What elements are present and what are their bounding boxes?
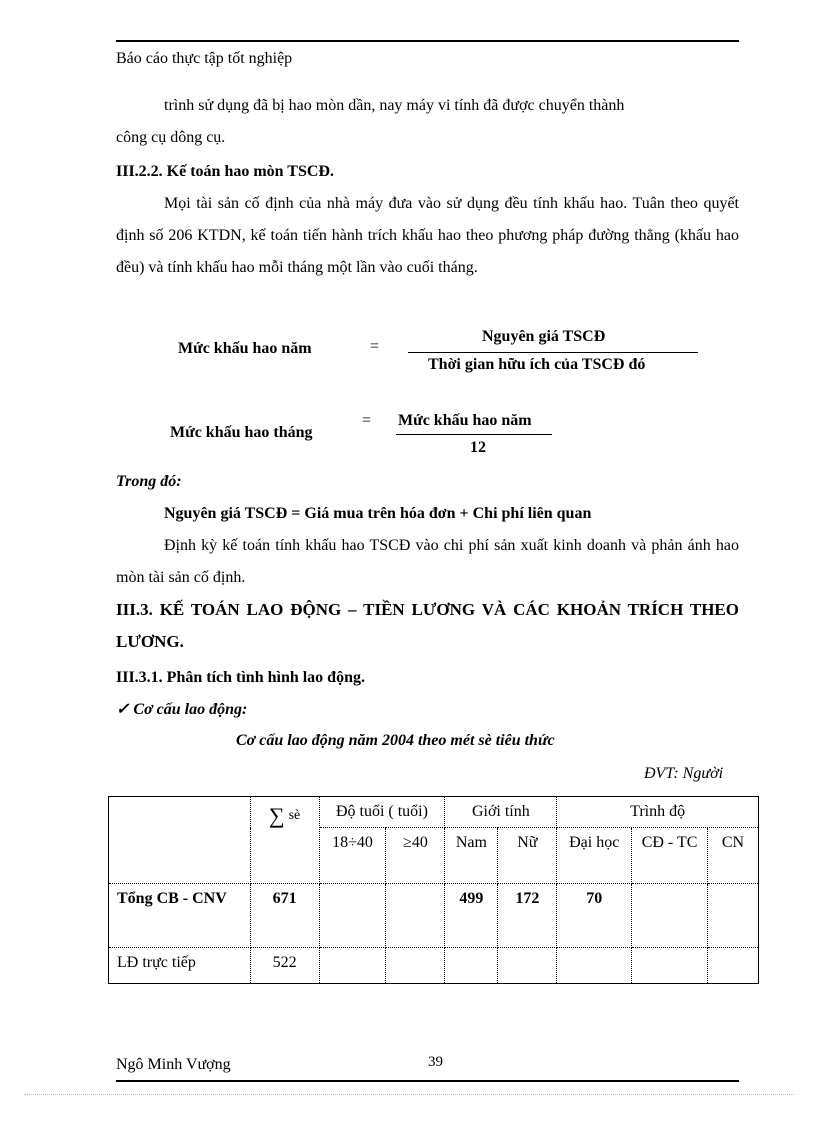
subsection-heading: III.3.1. Phân tích tình hình lao động.: [116, 669, 365, 686]
page-header: Báo cáo thực tập tốt nghiệp: [116, 50, 293, 67]
header-sum: ∑ sè: [250, 797, 319, 884]
formula-equals: =: [370, 338, 380, 355]
subheader-worker: CN: [707, 828, 758, 884]
section-heading: III.3. KẾ TOÁN LAO ĐỘNG – TIỀN LƯƠNG VÀ CÁC KHOẢN TRÍCH THEO LƯƠNG.: [116, 600, 739, 651]
subheader-age-40-plus: ≥40: [386, 828, 445, 884]
footer-author: Ngô Minh Vượng: [116, 1056, 231, 1073]
header-rule: [116, 40, 739, 42]
table-row: [109, 884, 759, 948]
fraction-bar: [408, 352, 698, 353]
page-edge: [24, 1094, 794, 1095]
sum-icon: ∑: [268, 803, 285, 828]
cell-university: [557, 948, 632, 984]
row-label: LĐ trực tiếp: [109, 948, 251, 984]
paragraph: Định kỳ kế toán tính khấu hao TSCĐ vào chi phí sản xuất kinh doanh và phản ánh hao mòn tài sản cố định.: [116, 537, 739, 586]
nguyen-gia-definition: Nguyên giá TSCĐ = Giá mua trên hóa đơn + Chi phí liên quan: [164, 505, 592, 522]
section-heading: III.2.2. Kế toán hao mòn TSCĐ.: [116, 163, 334, 180]
table-corner-cell: [109, 797, 251, 884]
check-item: [116, 694, 739, 726]
header-age: Độ tuổi ( tuổi): [319, 797, 445, 828]
trong-do-label: Trong đó:: [116, 473, 182, 490]
paragraph-line: công cụ dông cụ.: [116, 129, 226, 146]
check-item-label: Cơ cấu lao động: [133, 701, 243, 718]
subheader-college: CĐ - TC: [632, 828, 708, 884]
cell-university: 70: [557, 884, 632, 948]
formula-numerator: Mức khấu hao năm: [398, 412, 532, 429]
cell-age2: [386, 884, 445, 948]
cell-age1: [319, 884, 386, 948]
cell-worker: [707, 948, 758, 984]
header-level: Trình độ: [557, 797, 759, 828]
formula-equals: =: [362, 412, 372, 429]
subheader-university: Đại học: [557, 828, 632, 884]
subheader-age-18-40: 18÷40: [319, 828, 386, 884]
unit-label: ĐVT: Người: [644, 765, 724, 782]
cell-age2: [386, 948, 445, 984]
formula-denominator: 12: [470, 439, 486, 456]
subheader-female: Nữ: [498, 828, 557, 884]
formula-numerator: Nguyên giá TSCĐ: [482, 328, 606, 345]
cell-age1: [319, 948, 386, 984]
labor-structure-table: [108, 796, 759, 984]
check-icon: ✓: [116, 701, 130, 718]
formula-denominator: Thời gian hữu ích của TSCĐ đó: [428, 356, 646, 373]
header-gender: Giới tính: [445, 797, 557, 828]
cell-worker: [707, 884, 758, 948]
cell-sum: 671: [250, 884, 319, 948]
cell-male: 499: [445, 884, 498, 948]
formula-label: Mức khấu hao năm: [178, 340, 312, 357]
cell-college: [632, 884, 708, 948]
formula-label: Mức khấu hao tháng: [170, 424, 313, 441]
cell-college: [632, 948, 708, 984]
cell-sum: 522: [250, 948, 319, 984]
paragraph-line: trình sử dụng đã bị hao mòn dần, nay máy vi tính đã được chuyển thành: [164, 97, 625, 114]
subheader-male: Nam: [445, 828, 498, 884]
cell-male: [445, 948, 498, 984]
row-label: Tổng CB - CNV: [109, 884, 251, 948]
cell-female: 172: [498, 884, 557, 948]
fraction-bar: [396, 434, 552, 435]
table-row: [109, 948, 759, 984]
footer-rule: [116, 1080, 739, 1082]
check-item-colon: :: [242, 701, 248, 718]
paragraph: Mọi tài sản cố định của nhà máy đưa vào sử dụng đều tính khấu hao. Tuân theo quyết định số 206 KTDN, kế toán tiến hành trích khấu hao theo phương pháp đường thẳng (khấu hao đều) và tính khấu hao mỗi tháng một lần vào cuối tháng.: [116, 195, 739, 276]
cell-female: [498, 948, 557, 984]
page-number: 39: [428, 1054, 443, 1070]
table-title: Cơ cấu lao động năm 2004 theo mét sè tiêu thức: [236, 732, 555, 749]
